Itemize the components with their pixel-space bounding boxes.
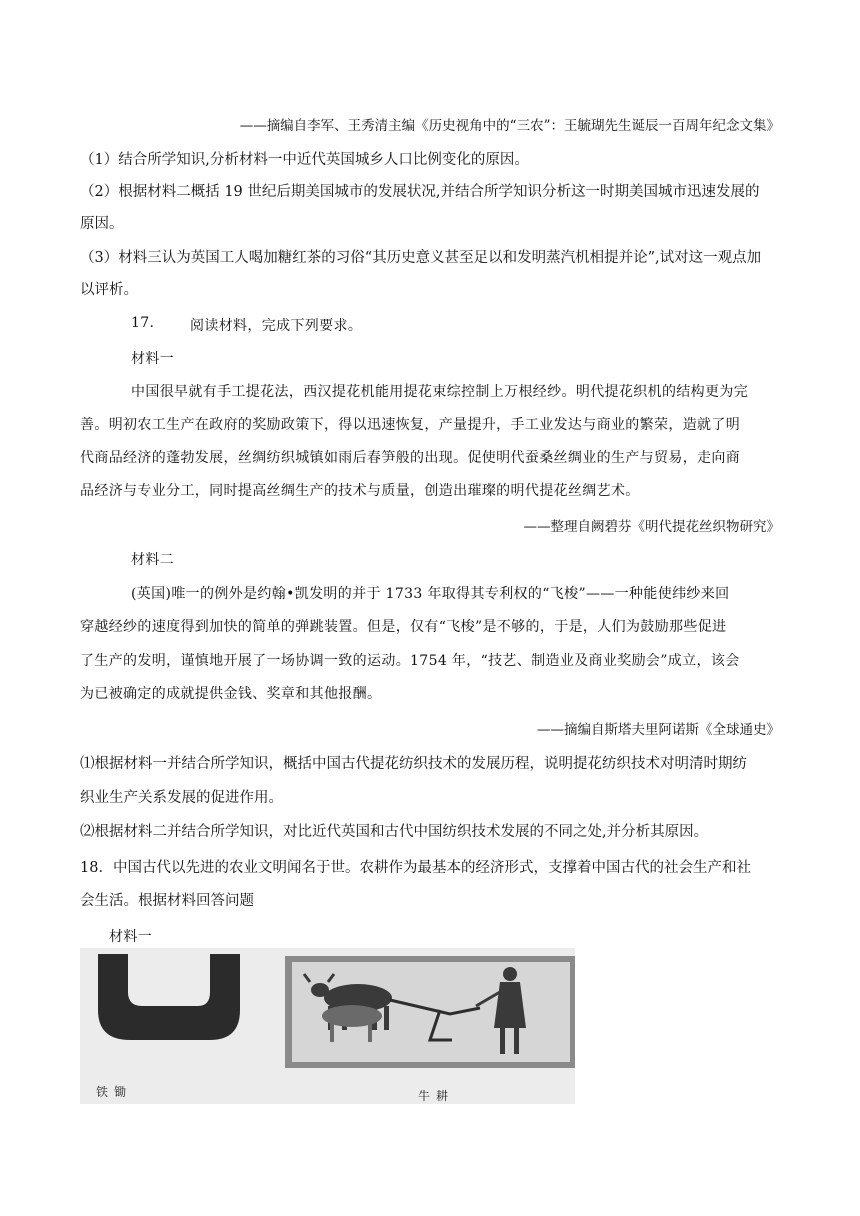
question-16-3: （3）材料三认为英国工人喝加糖红茶的习俗“其历史意义甚至足以和发明蒸汽机相提并论”,试对这一观点加 (80, 250, 762, 266)
citation: ——摘编自李军、王秀清主编《历史视角中的“三农”：王毓瑚先生诞辰一百周年纪念文集》 (239, 118, 780, 134)
figure-iron-hoe-and-ox-plowing (80, 948, 575, 1104)
material-text-line: 品经济与专业分工，同时提高丝绸生产的技术与质量，创造出璀璨的明代提花丝绸艺术。 (80, 483, 640, 499)
question-16-2: （2）根据材料二概括 19 世纪后期美国城市的发展状况,并结合所学知识分析这一时期美国城市迅速发展的 (80, 184, 760, 200)
question-16-1: （1）结合所学知识,分析材料一中近代英国城乡人口比例变化的原因。 (80, 152, 529, 168)
question-17-1: ⑴根据材料一并结合所学知识，概括中国古代提花纺织技术的发展历程，说明提花纺织技术对明清时期纺 (80, 756, 747, 772)
material-text-line: (英国)唯一的例外是约翰•凯发明的并于 1733 年取得其专利权的“飞梭”——一种能使纬纱来回 (131, 586, 730, 602)
ox-plowing-image (285, 956, 575, 1068)
citation: ——整理自阙碧芬《明代提花丝织物研究》 (523, 519, 780, 535)
question-17-2: ⑵根据材料二并结合所学知识，对比近代英国和古代中国纺织技术发展的不同之处,并分析其原因。 (80, 824, 709, 840)
question-17-title: 阅读材料，完成下列要求。 (190, 318, 363, 334)
material-text-line: 善。明初农工生产在政府的奖励政策下，得以迅速恢复，产量提升，手工业发达与商业的繁荣，造就了明 (80, 417, 741, 433)
material-label: 材料一 (109, 929, 153, 945)
material-text-line: 穿越经纱的速度得到加快的简单的弹跳装置。但是，仅有“飞梭”是不够的，于是，人们为鼓励那些促进 (80, 619, 727, 635)
material-label: 材料一 (131, 351, 175, 367)
material-text-line: 了生产的发明，谨慎地开展了一场协调一致的运动。1754 年，“技艺、制造业及商业奖励会”成立，该会 (80, 653, 740, 669)
caption-iron-hoe: 铁锄 (96, 1085, 133, 1099)
question-16-2-cont: 原因。 (80, 216, 124, 232)
material-text-line: 代商品经济的蓬勃发展，丝绸纺织城镇如雨后春笋般的出现。促使明代蚕桑丝绸业的生产与贸易，走向商 (80, 450, 741, 466)
citation: ——摘编自斯塔夫里阿诺斯《全球通史》 (537, 722, 780, 738)
question-16-3-cont: 以评析。 (80, 282, 138, 298)
question-17-1-cont: 织业生产关系发展的促进作用。 (80, 790, 283, 806)
question-18-cont: 会生活。根据材料回答问题 (80, 893, 254, 909)
question-17-number: 17. (131, 315, 155, 331)
question-18: 18．中国古代以先进的农业文明闻名于世。农耕作为最基本的经济形式，支撑着中国古代的社会生产和社 (80, 860, 751, 876)
material-text-line: 中国很早就有手工提花法，西汉提花机能用提花束综控制上万根经纱。明代提花织机的结构更为完 (131, 384, 749, 400)
material-label: 材料二 (131, 552, 175, 568)
caption-ox-plowing: 牛耕 (418, 1089, 455, 1103)
material-text-line: 为已被确定的成就提供金钱、奖章和其他报酬。 (80, 686, 382, 702)
